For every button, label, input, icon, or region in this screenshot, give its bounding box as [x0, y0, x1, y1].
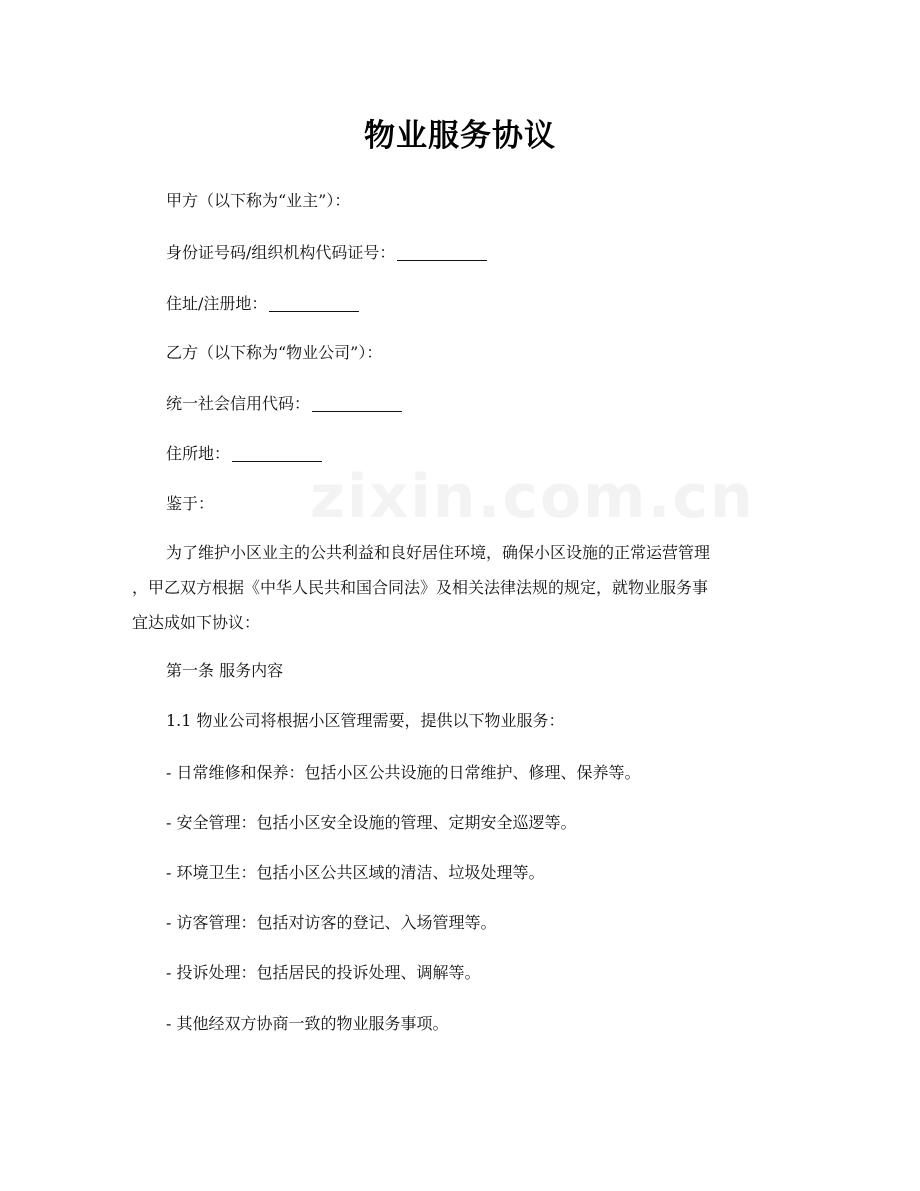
document-title: 物业服务协议	[364, 118, 556, 154]
preamble-line: 为了维护小区业主的公共利益和良好居住环境，确保小区设施的正常运营管理	[166, 543, 711, 562]
party-a-id-label: 身份证号码/组织机构代码证号：	[166, 243, 396, 262]
party-b-credit-code-blank	[312, 393, 402, 412]
party-b-address-label: 住所地：	[166, 444, 231, 463]
party-a-id-blank	[397, 242, 487, 261]
party-b-credit-code-label: 统一社会信用代码：	[166, 394, 311, 413]
party-a-address-blank	[269, 293, 359, 312]
service-item: - 环境卫生：包括小区公共区域的清洁、垃圾处理等。	[166, 863, 545, 882]
party-a-address-label: 住址/注册地：	[166, 294, 268, 313]
preamble-line: ，甲乙双方根据《中华人民共和国合同法》及相关法律法规的规定，就物业服务事	[132, 578, 709, 597]
service-item: - 安全管理：包括小区安全设施的管理、定期安全巡逻等。	[166, 813, 577, 832]
service-item: - 日常维修和保养：包括小区公共设施的日常维护、修理、保养等。	[166, 763, 641, 782]
preamble-line: 宜达成如下协议：	[132, 613, 261, 632]
watermark: zixin.com.cn	[310, 462, 755, 532]
clause-1-1: 1.1 物业公司将根据小区管理需要，提供以下物业服务：	[166, 711, 565, 730]
service-item: - 投诉处理：包括居民的投诉处理、调解等。	[166, 963, 481, 982]
party-b-address-blank	[232, 443, 322, 462]
service-item: - 其他经双方协商一致的物业服务事项。	[166, 1014, 449, 1033]
service-item: - 访客管理：包括对访客的登记、入场管理等。	[166, 913, 497, 932]
whereas-line: 鉴于：	[166, 494, 215, 513]
party-a-line: 甲方（以下称为“业主”）：	[166, 191, 351, 210]
party-a-id-line	[166, 235, 487, 270]
party-b-address-line	[166, 436, 322, 471]
party-b-credit-code-line	[166, 386, 402, 421]
article-1-heading: 第一条 服务内容	[166, 661, 284, 680]
party-a-address-line	[166, 286, 359, 321]
party-b-line: 乙方（以下称为“物业公司”）：	[166, 343, 383, 362]
preamble-paragraph	[132, 535, 792, 640]
